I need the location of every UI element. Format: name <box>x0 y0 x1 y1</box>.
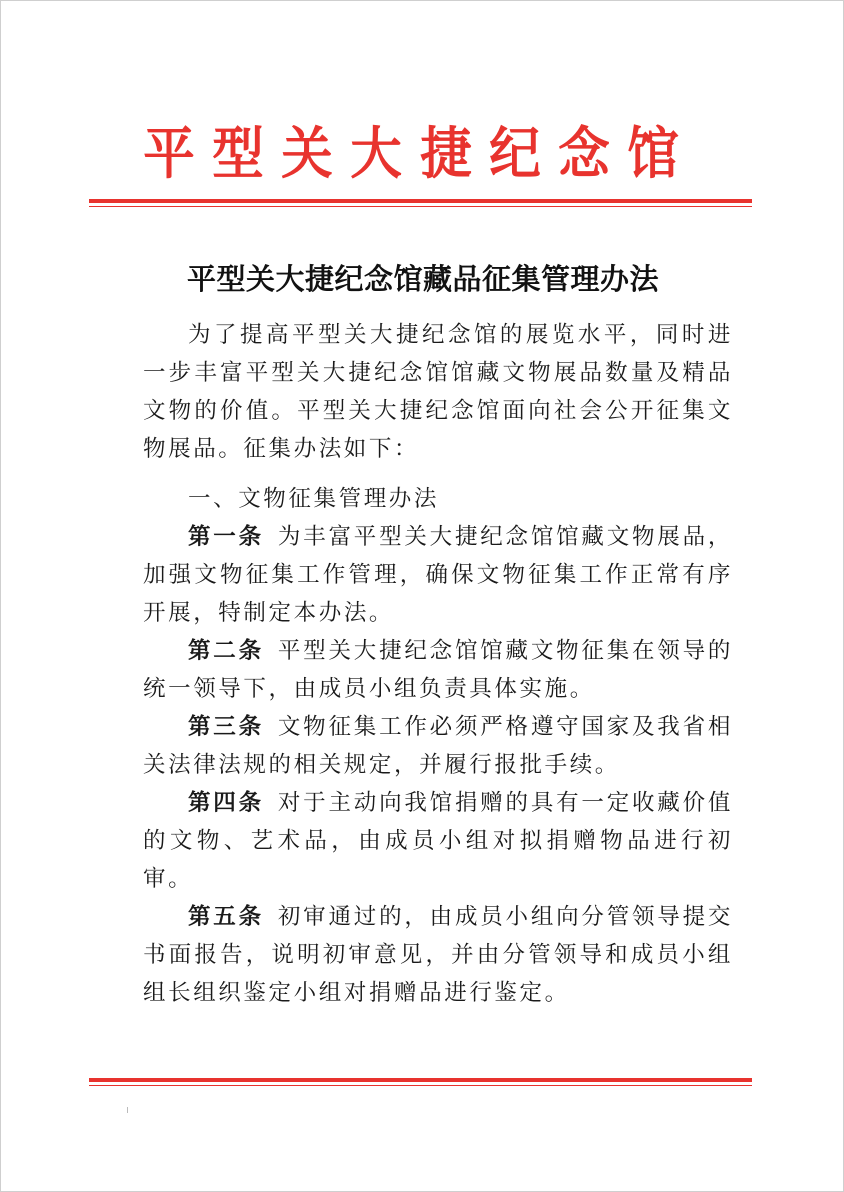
intro-line: 下： <box>368 436 420 462</box>
document-title: 平型关大捷纪念馆藏品征集管理办法 <box>186 262 659 296</box>
rule-thin-line <box>89 206 752 207</box>
article-5 <box>143 898 733 1012</box>
article-1 <box>143 518 733 632</box>
letterhead-char: 念 <box>558 122 610 187</box>
section-heading: 一、文物征集管理办法 <box>188 486 440 512</box>
letterhead-char: 关 <box>281 122 334 187</box>
article-label: 第一条 <box>188 524 264 550</box>
article-line: 领导下，由成员小组负责具体实施。 <box>193 676 595 702</box>
letterhead-char: 纪 <box>488 122 541 187</box>
article-label: 第三条 <box>188 714 264 740</box>
article-line: 平型关大捷纪念馆馆藏文物征集在领导的统一 <box>143 638 733 702</box>
article-3 <box>143 708 733 784</box>
intro-paragraph <box>143 316 733 468</box>
intro-line: 平型关大捷纪念馆面向社会公开征集文物展品。征集办法如 <box>143 398 733 462</box>
rule-thick-line <box>89 199 752 203</box>
article-4 <box>143 784 733 898</box>
article-line: 报告，说明初审意见，并由分管领导和成员小组组长组织鉴 <box>143 942 733 1006</box>
article-line: 文物征集工作管理，确保文物征集工作正常有序开展，特制 <box>143 562 733 626</box>
rule-thick-line <box>89 1078 752 1082</box>
rule-thin-line <box>89 1085 752 1086</box>
intro-line: 为了提高平型关大捷纪念馆的展览水平，同时进一步丰 <box>143 322 733 386</box>
article-label: 第四条 <box>188 790 264 816</box>
footer-red-rule <box>89 1078 752 1086</box>
article-2 <box>143 632 733 708</box>
article-line: 对于主动向我馆捐赠的具有一定收藏价值的文 <box>143 790 733 854</box>
scan-speck <box>127 1107 128 1113</box>
letterhead-char: 大 <box>350 122 403 187</box>
header-red-rule <box>89 199 752 207</box>
letterhead-char: 捷 <box>419 122 472 187</box>
article-line: 物、艺术品，由成员小组对拟捐赠物品进行初审。 <box>143 828 733 892</box>
intro-line: 富平型关大捷纪念馆馆藏文物展品数量及精品文物的价值。 <box>143 360 733 424</box>
letterhead-char: 型 <box>212 122 264 187</box>
article-line: 定小组对捐赠品进行鉴定。 <box>268 980 570 1006</box>
article-line: 初审通过的，由成员小组向分管领导提交书面 <box>143 904 733 968</box>
article-line: 为丰富平型关大捷纪念馆馆藏文物展品，加强 <box>143 524 733 588</box>
letterhead <box>141 123 681 187</box>
article-label: 第五条 <box>188 904 264 930</box>
letterhead-char: 馆 <box>627 122 679 187</box>
article-line: 律法规的相关规定，并履行报批手续。 <box>193 752 620 778</box>
document-body <box>143 316 733 1012</box>
letterhead-char: 平 <box>143 122 195 187</box>
article-line: 定本办法。 <box>268 600 395 626</box>
article-line: 文物征集工作必须严格遵守国家及我省相关法 <box>143 714 733 778</box>
article-label: 第二条 <box>188 638 264 664</box>
